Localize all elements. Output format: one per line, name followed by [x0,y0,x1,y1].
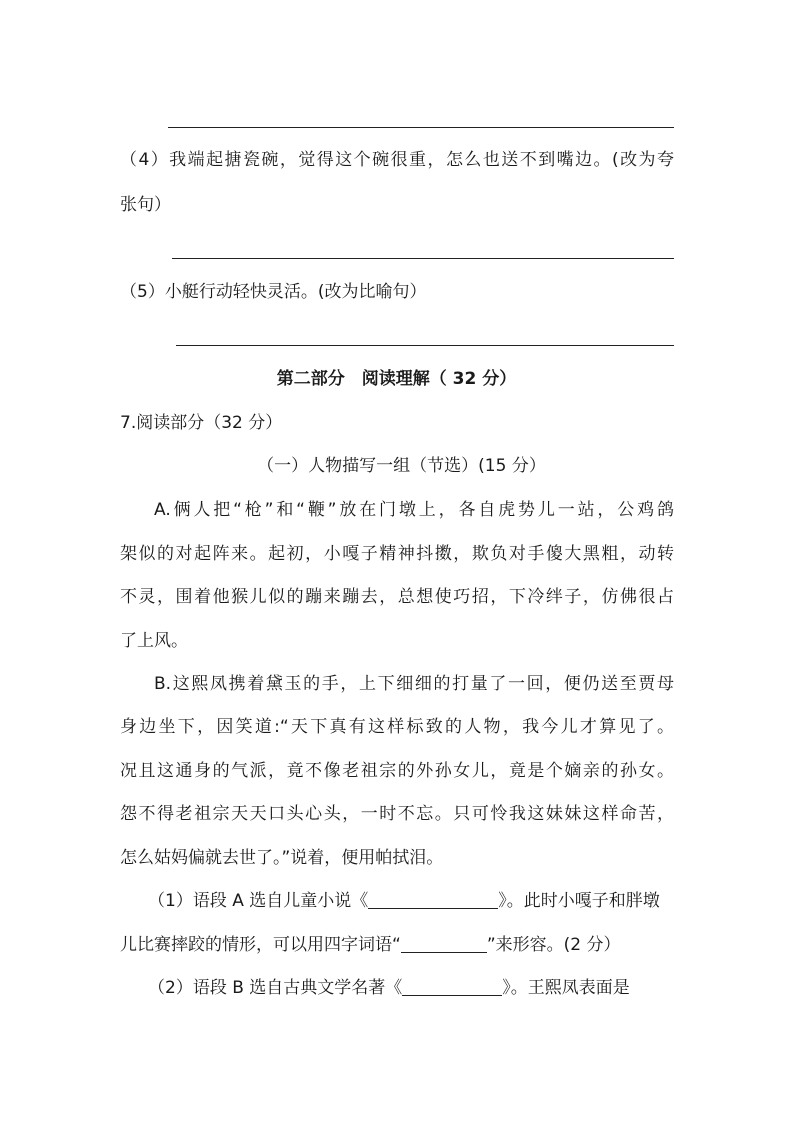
question-1-text-c: 儿比赛摔跤的情形，可以用四字词语“ [120,935,401,955]
question-2-line-1 [148,978,630,998]
passage-b-line-4: 怨不得老祖宗天天口头心头，一时不忘。只可怜我这妹妹这样命苦， [120,804,674,824]
answer-line-q5[interactable] [176,345,674,346]
passage-b-line-2: 身边坐下，因笑道:“天下真有这样标致的人物，我今儿才算见了。 [120,717,674,737]
question-1-text-a: （1）语段 A 选自儿童小说《 [148,891,369,911]
subsection-1-title: （一）人物描写一组（节选）(15 分） [257,456,546,476]
question-2-text-b: 》。王熙凤表面是 [502,978,630,998]
question-2-text-a: （2）语段 B 选自古典文学名著《 [148,978,403,998]
passage-a-line-1: A.俩人把“枪”和“鞭”放在门墩上，各自虎势儿一站，公鸡鸽 [154,500,674,520]
question-5: （5）小艇行动轻快灵活。(改为比喻句） [120,282,427,302]
answer-line-q4[interactable] [172,258,674,259]
classic-title-blank[interactable] [402,979,502,996]
answer-line-q3[interactable] [168,127,674,128]
part-2-title: 第二部分 阅读理解（ 32 分） [276,369,517,389]
novel-title-blank[interactable] [368,892,498,909]
question-4-line-2: 张句） [120,195,171,215]
question-1-text-d: ”来形容。(2 分） [486,935,621,955]
passage-b-line-3: 况且这通身的气派，竟不像老祖宗的外孙女儿，竟是个嫡亲的孙女。 [120,761,674,781]
idiom-blank[interactable] [401,936,487,953]
item-7-label: 7.阅读部分（32 分） [120,413,283,433]
question-1-text-b: 》。此时小嘎子和胖墩 [498,891,660,911]
passage-a-line-2: 架似的对起阵来。起初，小嘎子精神抖擞，欺负对手傻大黑粗，动转 [120,544,674,564]
question-1-line-1 [148,891,660,911]
passage-b-line-5: 怎么姑妈偏就去世了。”说着，便用帕拭泪。 [120,848,444,868]
passage-b-line-1: B.这熙凤携着黛玉的手，上下细细的打量了一回，便仍送至贾母 [154,674,674,694]
passage-a-line-4: 了上风。 [120,631,188,651]
question-4-line-1: （4）我端起搪瓷碗，觉得这个碗很重，怎么也送不到嘴边。(改为夸 [120,150,674,170]
passage-a-line-3: 不灵，围着他猴儿似的蹦来蹦去，总想使巧招，下冷绊子，仿佛很占 [120,587,674,607]
question-1-line-2 [120,935,620,955]
